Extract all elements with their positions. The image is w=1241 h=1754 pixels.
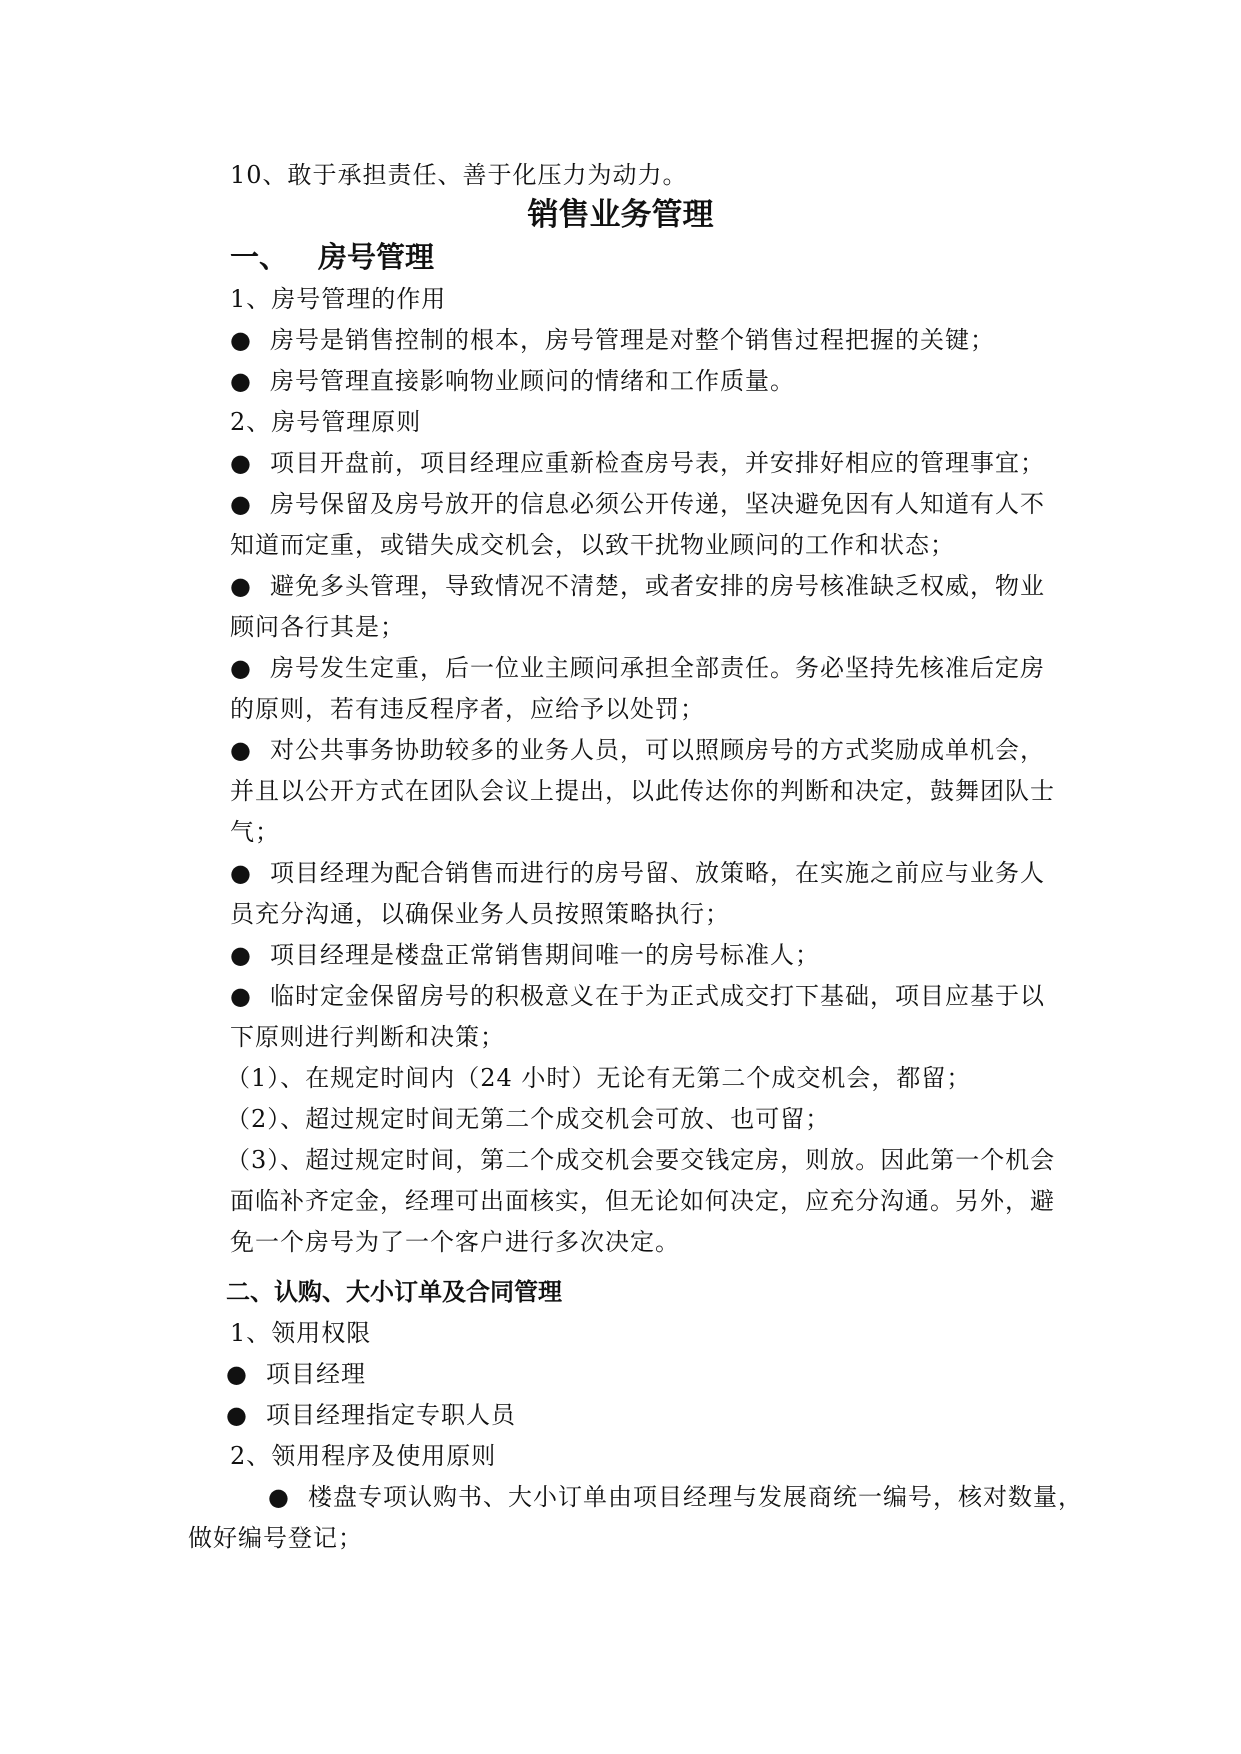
list-item-text: 项目经理为配合销售而进行的房号留、放策略，在实施之前应与业务人 (270, 859, 1045, 887)
list-item (230, 858, 1045, 888)
section2-sub2-heading: 2、领用程序及使用原则 (230, 1442, 497, 1470)
section1-title: 房号管理 (318, 240, 435, 274)
list-item-text: 房号管理直接影响物业顾问的情绪和工作质量。 (270, 367, 795, 395)
list-item (230, 735, 1045, 765)
list-item-continuation: 顾问各行其是； (230, 613, 405, 641)
section2-heading: 二、认购、大小订单及合同管理 (226, 1278, 562, 1306)
bullet-icon: ● (268, 1483, 290, 1511)
bullet-icon: ● (230, 326, 252, 354)
bullet-icon: ● (230, 490, 252, 518)
rule-item: （1）、在规定时间内（24 小时）无论有无第二个成交机会，都留； (226, 1064, 972, 1092)
list-item-continuation: 并且以公开方式在团队会议上提出，以此传达你的判断和决定，鼓舞团队士 (230, 777, 1055, 805)
list-item (230, 325, 995, 355)
section1-sub1-heading: 1、房号管理的作用 (230, 285, 447, 313)
bullet-icon: ● (230, 449, 252, 477)
rule-item-continuation: 免一个房号为了一个客户进行多次决定。 (230, 1228, 680, 1256)
rule-item-continuation: 面临补齐定金，经理可出面核实，但无论如何决定，应充分沟通。另外，避 (230, 1187, 1055, 1215)
list-item (230, 489, 1045, 519)
list-item-continuation: 员充分沟通，以确保业务人员按照策略执行； (230, 900, 730, 928)
section2-sub1-heading: 1、领用权限 (230, 1319, 372, 1347)
list-item-text: 房号是销售控制的根本，房号管理是对整个销售过程把握的关键； (270, 326, 995, 354)
list-item-continuation: 下原则进行判断和决策； (230, 1023, 505, 1051)
list-item-text: 房号发生定重，后一位业主顾问承担全部责任。务必坚持先核准后定房 (270, 654, 1045, 682)
list-item-continuation: 的原则，若有违反程序者，应给予以处罚； (230, 695, 705, 723)
list-item-text: 项目经理是楼盘正常销售期间唯一的房号标准人； (270, 941, 820, 969)
list-item (230, 981, 1045, 1011)
bullet-icon: ● (230, 859, 252, 887)
list-item (226, 1359, 366, 1389)
bullet-icon: ● (230, 654, 252, 682)
list-item (230, 940, 820, 970)
bullet-icon: ● (226, 1360, 248, 1388)
list-item-continuation: 做好编号登记； (188, 1524, 363, 1552)
list-item (226, 1400, 516, 1430)
document-title: 销售业务管理 (527, 197, 714, 233)
section1-heading (230, 239, 434, 275)
list-item (230, 571, 1045, 601)
intro-line: 10、敢于承担责任、善于化压力为动力。 (230, 161, 688, 189)
list-item (230, 653, 1045, 683)
rule-item: （2）、超过规定时间无第二个成交机会可放、也可留； (226, 1105, 831, 1133)
list-item (268, 1482, 1083, 1512)
list-item (230, 366, 795, 396)
list-item-text: 楼盘专项认购书、大小订单由项目经理与发展商统一编号，核对数量， (308, 1483, 1083, 1511)
list-item-text: 项目经理指定专职人员 (266, 1401, 516, 1429)
list-item-continuation: 气； (230, 818, 280, 846)
list-item-continuation: 知道而定重，或错失成交机会，以致干扰物业顾问的工作和状态； (230, 531, 955, 559)
list-item-text: 避免多头管理，导致情况不清楚，或者安排的房号核准缺乏权威，物业 (270, 572, 1045, 600)
section1-sub2-heading: 2、房号管理原则 (230, 408, 422, 436)
list-item-text: 项目经理 (266, 1360, 366, 1388)
bullet-icon: ● (226, 1401, 248, 1429)
section1-number: 一、 (230, 240, 289, 274)
bullet-icon: ● (230, 941, 252, 969)
list-item-text: 临时定金保留房号的积极意义在于为正式成交打下基础，项目应基于以 (270, 982, 1045, 1010)
bullet-icon: ● (230, 982, 252, 1010)
list-item (230, 448, 1045, 478)
bullet-icon: ● (230, 367, 252, 395)
bullet-icon: ● (230, 736, 252, 764)
bullet-icon: ● (230, 572, 252, 600)
rule-item: （3）、超过规定时间，第二个成交机会要交钱定房，则放。因此第一个机会 (226, 1146, 1056, 1174)
list-item-text: 房号保留及房号放开的信息必须公开传递，坚决避免因有人知道有人不 (270, 490, 1045, 518)
list-item-text: 对公共事务协助较多的业务人员，可以照顾房号的方式奖励成单机会， (270, 736, 1045, 764)
list-item-text: 项目开盘前，项目经理应重新检查房号表，并安排好相应的管理事宜； (270, 449, 1045, 477)
